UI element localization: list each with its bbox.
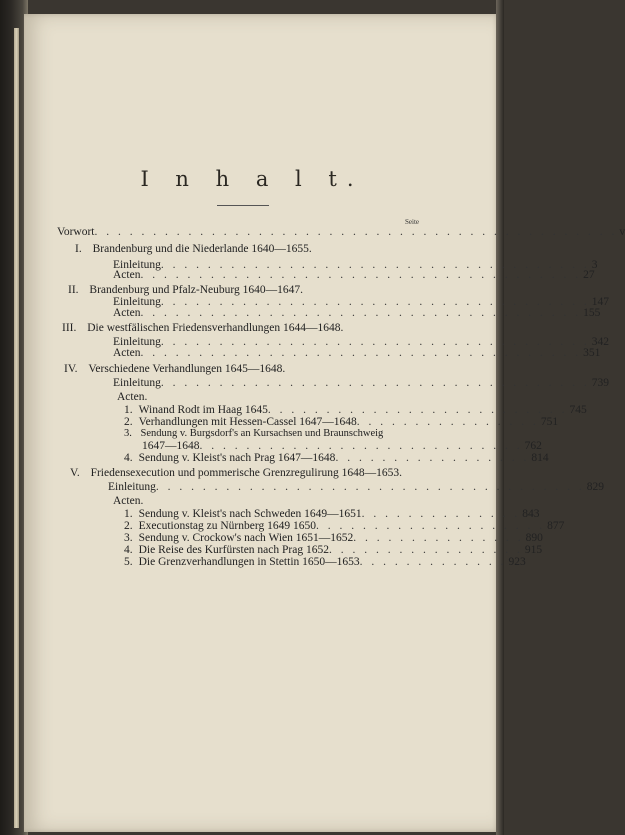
entry-page: 155 (583, 307, 601, 319)
entry-number: 2. (124, 520, 133, 532)
entry-label: Einleitung (113, 296, 161, 308)
leader-dots: . . . . . . . . . . . . . . . . . . . . . . . . . . . . . . . . . . . . . (160, 377, 590, 389)
leader-dots: . . . . . . . . . . . . . . . . . . . . . . . . . . . . . . . . . . . . . (160, 336, 590, 348)
toc-subentry (124, 451, 549, 465)
entry-number: 2. (124, 416, 133, 428)
entry-page: 877 (547, 520, 565, 532)
page-stack-edge (14, 28, 19, 828)
leader-dots: . . . . . . . . . . . . . . . . . . . . . . . . . . . . . . . . . . . . . . . . . . . . . (94, 226, 618, 238)
leader-dots: . . . . . . . . . . . . . . . . . . . . . . . . . . . . . . . . . . . . . (155, 481, 585, 493)
entry-page: 342 (591, 336, 610, 348)
toc-entry (113, 306, 601, 320)
leader-dots: . . . . . . . . . . . . . . . . (356, 416, 539, 428)
entry-label: Die Reise des Kurfürsten nach Prag 1652 (138, 544, 329, 556)
section-heading (62, 321, 343, 335)
acten-heading: Acten. (117, 391, 148, 403)
entry-label: Acten (113, 307, 141, 319)
seite-label: Seite (405, 218, 419, 226)
entry-page: 745 (569, 404, 587, 416)
section-number: I. (75, 243, 82, 255)
entry-number: 4. (124, 544, 133, 556)
section-number: V. (70, 467, 80, 479)
section-title: Verschiedene Verhandlungen 1645—1648. (88, 363, 286, 375)
entry-number: 4. (124, 452, 133, 464)
entry-label: Acten (113, 269, 141, 281)
entry-number: 5. (124, 556, 133, 568)
toc-entry (113, 268, 595, 282)
section-title: Friedensexecution und pommerische Grenzregulirung 1648—1653. (90, 467, 402, 479)
leader-dots: . . . . . . . . . . . . . . . . . . . . . . . . . . . . . . . . . . . . . . (140, 347, 582, 359)
entry-label: Einleitung (113, 377, 161, 389)
leader-dots: . . . . . . . . . . . . . . . (353, 532, 524, 544)
entry-page: 890 (525, 532, 543, 544)
entry-page: 762 (524, 440, 542, 452)
section-heading (64, 362, 285, 376)
section-number: II. (68, 284, 79, 296)
toc-subentry (124, 555, 526, 569)
entry-page: 3 (591, 259, 598, 271)
entry-label: Sendung v. Crockow's nach Wien 1651—1652 (138, 532, 354, 544)
page-title: I n h a l t. (140, 167, 364, 191)
entry-label: Sendung v. Kleist's nach Prag 1647—1648 (138, 452, 336, 464)
entry-label-cont: 1647—1648 (142, 440, 200, 452)
entry-label: Einleitung (113, 259, 161, 271)
entry-number: 1. (124, 508, 133, 520)
entry-label: Vorwort (57, 226, 95, 238)
entry-page: 351 (583, 347, 601, 359)
entry-label: Die Grenzverhandlungen in Stettin 1650—1653 (138, 556, 360, 568)
toc-entry (113, 346, 601, 360)
entry-page: 147 (591, 296, 610, 308)
entry-page: 923 (508, 556, 526, 568)
acten-heading: Acten. (113, 495, 144, 507)
entry-number: 3. (124, 532, 133, 544)
section-heading (70, 466, 402, 480)
toc-entry (113, 376, 610, 390)
entry-page: 814 (531, 452, 549, 464)
entry-page: 751 (540, 416, 559, 428)
leader-dots: . . . . . . . . . . . . . . . . . (328, 544, 523, 556)
entry-page: 27 (583, 269, 595, 281)
leader-dots: . . . . . . . . . . . . . (359, 556, 507, 568)
leader-dots: . . . . . . . . . . . . . . . . . . . . . . . . . . . . . . . . . . . . . . (140, 307, 582, 319)
leader-dots: . . . . . . . . . . . . . . . . . . . . . . . . . . . . . . . . . . . . . (160, 296, 590, 308)
entry-label: Einleitung (113, 336, 161, 348)
entry-page: v (619, 226, 625, 238)
section-number: III. (62, 322, 77, 334)
toc-entry (108, 480, 605, 494)
section-title: Brandenburg und die Niederlande 1640—1655. (92, 243, 312, 255)
entry-page: 915 (524, 544, 543, 556)
title-rule (217, 205, 269, 206)
entry-label: Winand Rodt im Haag 1645 (138, 404, 268, 416)
entry-number: 3. (124, 428, 132, 439)
section-heading (75, 242, 312, 256)
section-title: Die westfälischen Friedensverhandlungen 1644—1648. (87, 322, 344, 334)
leader-dots: . . . . . . . . . . . . . . . . . (335, 452, 530, 464)
leader-dots: . . . . . . . . . . . . . . . . . . . . . . . . . . . . . . . . . . . . . . (140, 269, 582, 281)
toc-entry-vorwort (57, 225, 625, 239)
leader-dots: . . . . . . . . . . . . . . . . . . . . . . . . . . . . (199, 440, 523, 452)
entry-label: Verhandlungen mit Hessen-Cassel 1647—1648 (138, 416, 357, 428)
entry-label: Acten (113, 347, 141, 359)
leader-dots: . . . . . . . . . . . . . . . . . . . . . . . . . . (267, 404, 568, 416)
entry-page: 843 (522, 508, 540, 520)
leader-dots: . . . . . . . . . . . . . . . . . . . . (316, 520, 546, 532)
leader-dots: . . . . . . . . . . . . . . . . . . . . . . . . . . . . . . . . . . . . . (160, 259, 590, 271)
entry-label: Executionstag zu Nürnberg 1649 1650 (138, 520, 316, 532)
entry-number: 1. (124, 404, 133, 416)
entry-page: 829 (586, 481, 605, 493)
entry-label: Sendung v. Kleist's nach Schweden 1649—1651 (138, 508, 362, 520)
leader-dots: . . . . . . . . . . . . . . (361, 508, 521, 520)
entry-page: 739 (591, 377, 610, 389)
entry-label: Sendung v. Burgsdorf's an Kursachsen und Braunschweig (140, 428, 384, 439)
section-number: IV. (64, 363, 78, 375)
entry-label: Einleitung (108, 481, 156, 493)
section-title: Brandenburg und Pfalz-Neuburg 1640—1647. (89, 284, 303, 296)
